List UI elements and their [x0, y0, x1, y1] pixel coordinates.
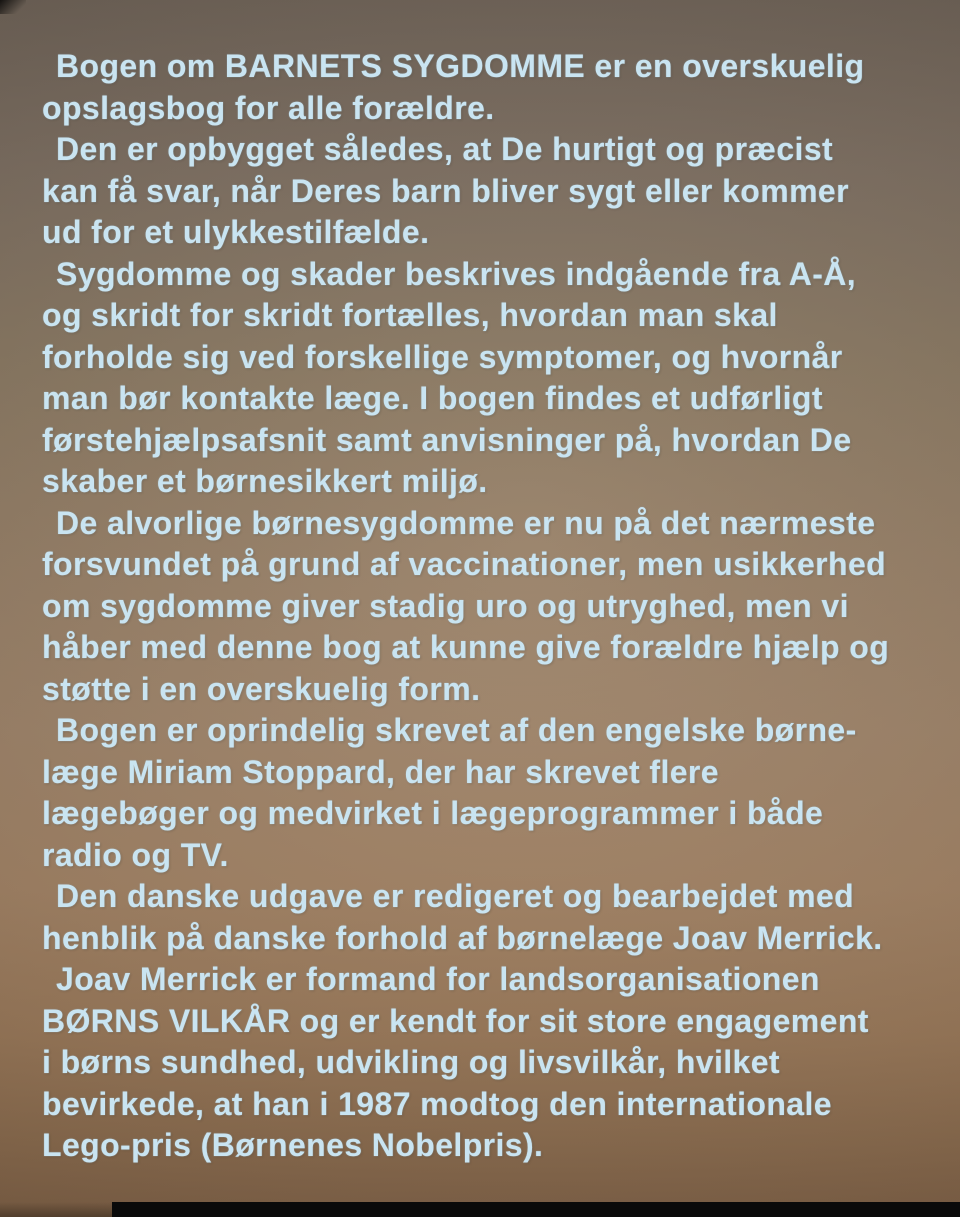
paragraph — [42, 503, 930, 711]
back-cover-text — [42, 46, 930, 1167]
text-line: ud for et ulykkestilfælde. — [42, 214, 430, 250]
photo-edge-bottom — [112, 1202, 960, 1217]
paragraph — [42, 959, 930, 1167]
text-line: støtte i en overskuelig form. — [42, 670, 481, 707]
paragraph — [42, 46, 930, 129]
paragraph — [42, 876, 930, 959]
text-line: Den danske udgave er redigeret og bearbejdet med — [56, 878, 855, 914]
text-line: bevirkede, at han i 1987 modtog den internationale — [42, 1085, 832, 1122]
paragraph — [42, 710, 930, 876]
text-line: læge Miriam Stoppard, der har skrevet flere — [42, 753, 719, 790]
text-line: forholde sig ved forskellige symptomer, og hvornår — [42, 338, 843, 375]
text-line: Joav Merrick er formand for landsorganisationen — [56, 961, 820, 997]
text-line: Den er opbygget således, at De hurtigt og præcist — [56, 131, 834, 167]
text-line: man bør kontakte læge. I bogen findes et udførligt — [42, 380, 823, 416]
text-line: De alvorlige børnesygdomme er nu på det nærmeste — [56, 504, 876, 541]
text-line: skaber et børnesikkert miljø. — [42, 463, 488, 499]
text-line: kan få svar, når Deres barn bliver sygt eller kommer — [42, 172, 849, 209]
text-line: radio og TV. — [42, 836, 229, 873]
text-line: forsvundet på grund af vaccinationer, men usikkerhed — [42, 546, 887, 582]
paragraph — [42, 129, 930, 254]
text-line: henblik på danske forhold af børnelæge Joav Merrick. — [42, 919, 883, 956]
text-line: BØRNS VILKÅR og er kendt for sit store engagement — [42, 1002, 869, 1039]
text-line: lægebøger og medvirket i lægeprogrammer i både — [42, 795, 824, 831]
photo-edge-top-left — [0, 0, 26, 14]
text-line: Bogen er oprindelig skrevet af den engelske børne- — [56, 712, 857, 748]
text-line: Bogen om BARNETS SYGDOMME er en overskuelig — [56, 48, 865, 84]
text-line: i børns sundhed, udvikling og livsvilkår, hvilket — [42, 1044, 780, 1080]
text-line: Sygdomme og skader beskrives indgående fra A-Å, — [56, 255, 857, 292]
text-line: om sygdomme giver stadig uro og utryghed, men vi — [42, 587, 849, 624]
text-line: Lego-pris (Børnenes Nobelpris). — [42, 1127, 544, 1163]
text-line: og skridt for skridt fortælles, hvordan man skal — [42, 297, 778, 333]
text-line: håber med denne bog at kunne give forældre hjælp og — [42, 629, 890, 665]
paragraph — [42, 254, 930, 503]
text-line: opslagsbog for alle forældre. — [42, 89, 495, 126]
photo-edge-bottom-left — [0, 1202, 112, 1217]
text-line: førstehjælpsafsnit samt anvisninger på, hvordan De — [42, 421, 852, 458]
